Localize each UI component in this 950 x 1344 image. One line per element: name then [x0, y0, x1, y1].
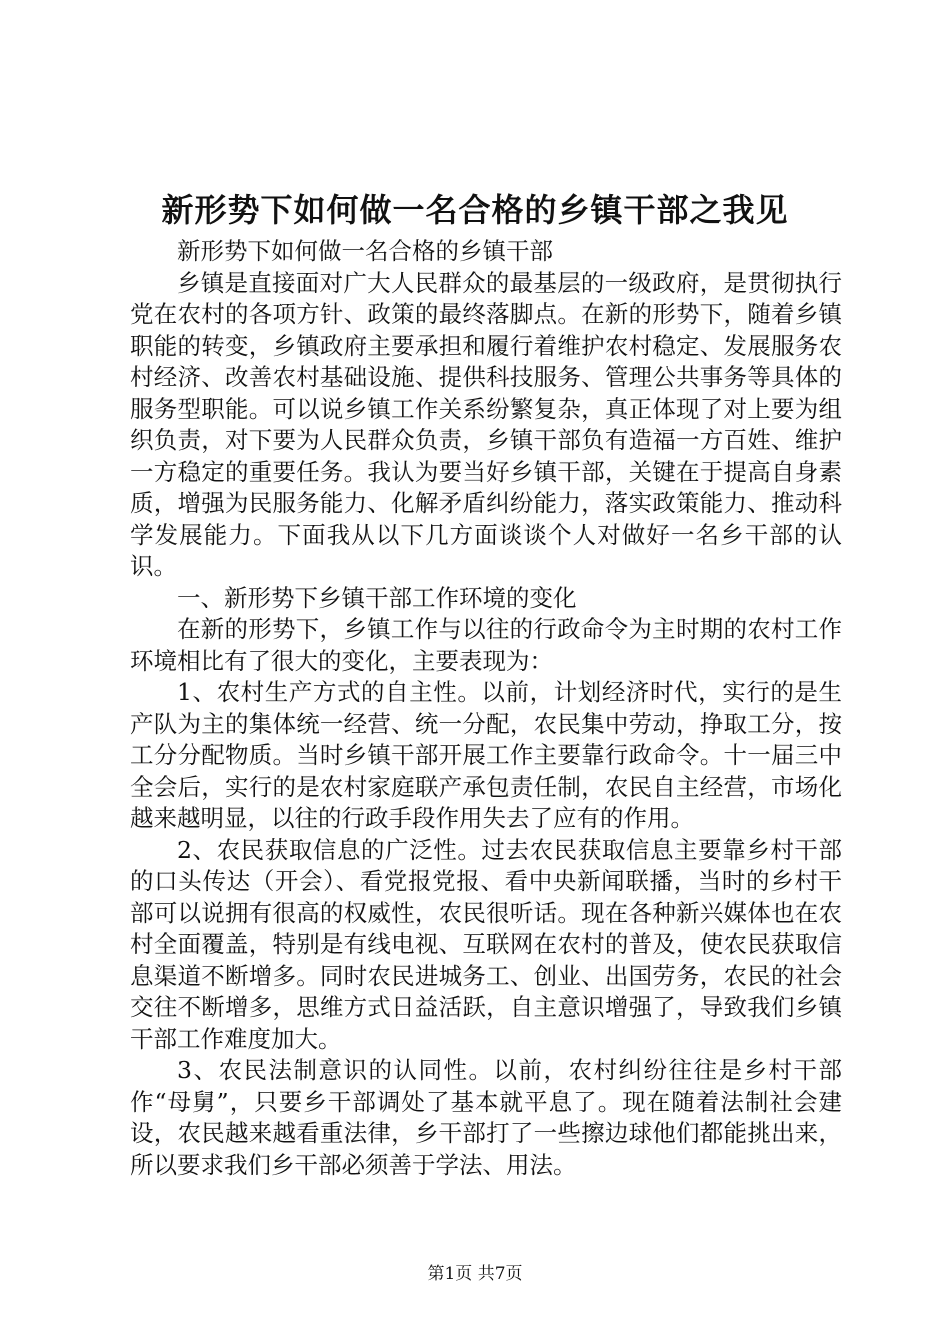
section-heading: 一、新形势下乡镇干部工作环境的变化 — [177, 583, 577, 612]
document-body — [130, 236, 842, 1181]
paragraph-point-3: 3、农民法制意识的认同性。以前，农村纠纷往往是乡村干部作“母舅”，只要乡干部调处了基本就平息了。现在随着法制社会建设，农民越来越看重法律，乡干部打了一些擦边球他们都能挑出来，所以要求我们乡干部必须善于学法、用法。 — [130, 1056, 842, 1179]
paragraph-intro: 乡镇是直接面对广大人民群众的最基层的一级政府，是贯彻执行党在农村的各项方针、政策的最终落脚点。在新的形势下，随着乡镇职能的转变，乡镇政府主要承担和履行着维护农村稳定、发展服务农村经济、改善农村基础设施、提供科技服务、管理公共事务等具体的服务型职能。可以说乡镇工作关系纷繁复杂，真正体现了对上要为组织负责，对下要为人民群众负责，乡镇干部负有造福一方百姓、维护一方稳定的重要任务。我认为要当好乡镇干部，关键在于提高自身素质，增强为民服务能力、化解矛盾纠纷能力，落实政策能力、推动科学发展能力。下面我从以下几方面谈谈个人对做好一名乡干部的认识。 — [130, 268, 842, 580]
paragraph-point-2: 2、农民获取信息的广泛性。过去农民获取信息主要靠乡村干部的口头传达（开会）、看党报党报、看中央新闻联播，当时的乡村干部可以说拥有很高的权威性，农民很听话。现在各种新兴媒体也在农村全面覆盖，特别是有线电视、互联网在农村的普及，使农民获取信息渠道不断增多。同时农民进城务工、创业、出国劳务，农民的社会交往不断增多，思维方式日益活跃，自主意识增强了，导致我们乡镇干部工作难度加大。 — [130, 835, 842, 1053]
paragraph-section-intro: 在新的形势下，乡镇工作与以往的行政命令为主时期的农村工作环境相比有了很大的变化，主要表现为： — [130, 615, 842, 675]
paragraph-point-1: 1、农村生产方式的自主性。以前，计划经济时代，实行的是生产队为主的集体统一经营、统一分配，农民集中劳动，挣取工分，按工分分配物质。当时乡镇干部开展工作主要靠行政命令。十一届三中全会后，实行的是农村家庭联产承包责任制，农民自主经营，市场化越来越明显，以往的行政手段作用失去了应有的作用。 — [130, 678, 842, 832]
document-subtitle: 新形势下如何做一名合格的乡镇干部 — [177, 237, 553, 265]
document-title: 新形势下如何做一名合格的乡镇干部之我见 — [161, 191, 789, 229]
page-number: 第1页 共7页 — [427, 1264, 523, 1284]
